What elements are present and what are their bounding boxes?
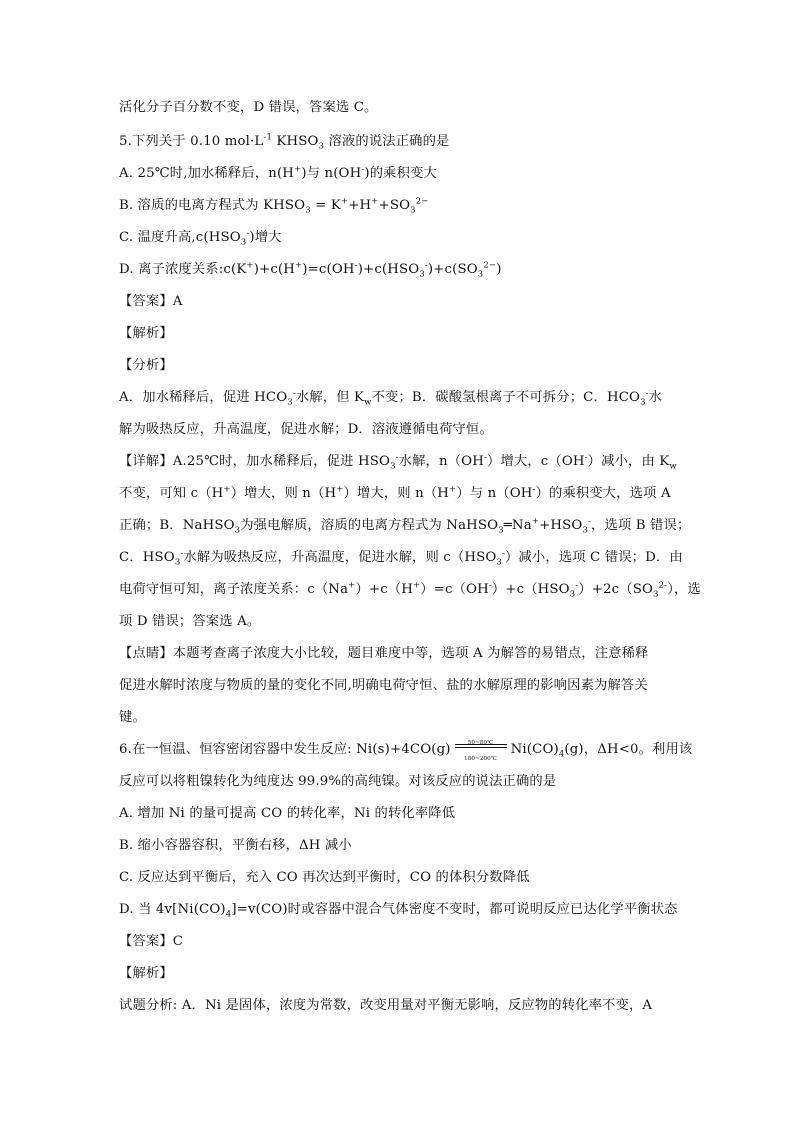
analysis-sub-label: 【分析】 (119, 358, 173, 373)
detail-line: 电荷守恒可知，离子浓度关系：$c(Na^+)+c(H^+)=c(OH^-)+c(HSO_3^-)+2c(SO_3^{2-})$，选 (119, 580, 701, 600)
detail-line: C．$HSO_3^-$水解为吸热反应，升高温度，促进水解，则 $c(HSO_3^-)$减小，选项 C 错误；D．由 (119, 548, 683, 568)
question-6-option-a: A. 增加 Ni 的量可提高 CO 的转化率，Ni 的转化率降低 (119, 806, 456, 821)
question-6-option-d: D. 当 $4v[Ni(CO)_4]=v(CO)$时或容器中混合气体密度不变时，都可说明反应已达化学平衡状态 (119, 902, 678, 920)
analysis-label: 【解析】 (119, 966, 173, 981)
question-5-option-b: B. 溶质的电离方程式为 $KHSO_3 = K^++H^++SO_3^{2-}$ (119, 196, 429, 216)
question-5-option-a: A. 25℃时,加水稀释后，n(H+)与 n(OH-)的乘积变大 (119, 164, 437, 181)
question-6-stem: 反应可以将粗镍转化为纯度达 99.9%的高纯镍。对该反应的说法正确的是 (119, 774, 557, 789)
question-5-stem: 5.下列关于 0.10 $mol\cdot L^{-1}$ $KHSO_3$ 溶液的说法正确的是 (119, 132, 450, 152)
reversible-reaction-arrow: $\frac{50\sim 80℃}{180\sim 200℃}$ (453, 741, 509, 755)
note-line: 【点睛】本题考查离子浓度大小比较，题目难度中等，选项 A 为解答的易错点，注意稀释 (119, 646, 649, 661)
analysis-line: A．加水稀释后，促进 $HCO_3^-$水解，但 $K_w$不变；B．碳酸氢根离子不可拆分；C．$HCO_3^-$水 (119, 388, 663, 408)
note-line: 促进水解时浓度与物质的量的变化不同,明确电荷守恒、盐的水解原理的影响因素为解答关 (119, 678, 648, 693)
answer-label: 【答案】A (119, 294, 183, 309)
analysis-line: 试题分析: A．Ni 是固体，浓度为常数，改变用量对平衡无影响，反应物的转化率不变，A (119, 998, 653, 1013)
question-5-option-d: D. 离子浓度关系$:c(K^+)+c(H^+)=c(OH^-)+c(HSO_3^-)+c(SO_3^{2-})$ (119, 260, 502, 280)
text-line: 活化分子百分数不变，D 错误，答案选 C。 (119, 100, 378, 115)
answer-label: 【答案】C (119, 934, 184, 949)
analysis-label: 【解析】 (119, 326, 173, 341)
detail-line: 正确；B．NaHSO$_3$为强电解质，溶质的电离方程式为 $NaHSO_3═Na^++HSO_3^-$，选项 B 错误； (119, 516, 691, 536)
detail-line: 【详解】A.25℃时，加水稀释后，促进 $HSO_3^-$水解，n（OH-）增大，c（OH-）减小，由 $K_w$ (119, 452, 677, 472)
detail-line: 不变，可知 c（H+）增大，则 n（H+）增大，则 n（H+）与 n（OH-）的乘积变大，选项 A (119, 484, 671, 501)
question-6-stem: 6.在一恒温、恒容密闭容器中发生反应: Ni(s)+4CO(g) $\frac{50\sim 80℃}{180\sim 200℃}$ $Ni(CO)_4(g)$，ΔH<0。利用该 (119, 740, 693, 762)
question-6-option-c: C. 反应达到平衡后，充入 CO 再次达到平衡时，CO 的体积分数降低 (119, 870, 530, 885)
question-6-option-b: B. 缩小容器容积，平衡右移，ΔH 减小 (119, 838, 352, 853)
question-5-option-c: C. 温度升高$,c(HSO_3^-)$增大 (119, 228, 282, 248)
note-line: 键。 (119, 710, 146, 725)
analysis-line: 解为吸热反应，升高温度，促进水解；D．溶液遵循电荷守恒。 (119, 422, 493, 437)
detail-line: 项 D 错误；答案选 A。 (119, 614, 261, 629)
